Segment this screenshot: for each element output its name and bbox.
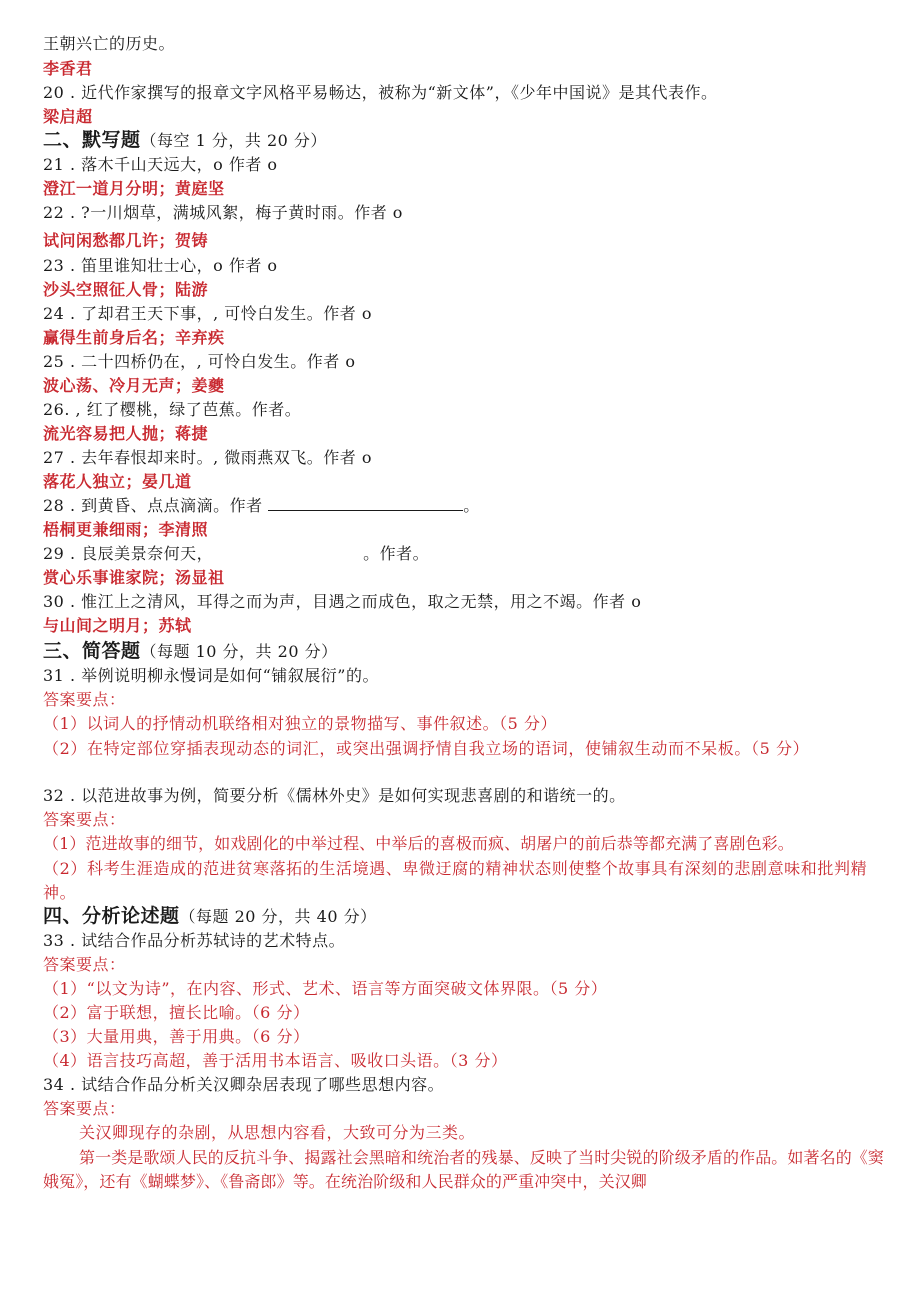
- question-34: 34 . 试结合作品分析关汉卿杂居表现了哪些思想内容。: [43, 1075, 445, 1094]
- answer-line: 赢得生前身后名；辛弃疾: [43, 328, 225, 347]
- answer-label: 答案要点：: [43, 810, 126, 829]
- question-32: 32 . 以范进故事为例，简要分析《儒林外史》是如何实现悲喜剧的和谐统一的。: [43, 786, 626, 805]
- question-22: 22 . ?一川烟草，满城风絮，梅子黄时雨。作者 o: [43, 203, 403, 222]
- answer-line: 试问闲愁都几许；贺铸: [43, 231, 209, 250]
- answer-paragraph: 关汉卿现存的杂剧，从思想内容看，大致可分为三类。: [79, 1123, 476, 1142]
- answer-line: 波心荡、冷月无声；姜夔: [43, 376, 225, 395]
- answer-line: 沙头空照征人骨；陆游: [43, 280, 209, 299]
- question-30: 30 . 惟江上之清风，耳得之而为声，目遇之而成色，取之无禁，用之不竭。作者 o: [43, 592, 642, 611]
- question-23: 23 . 笛里谁知壮士心，o 作者 o: [43, 256, 278, 275]
- section-heading-2: [43, 129, 884, 152]
- section-note: （每空 1 分，共 20 分）: [140, 131, 327, 150]
- text-line: 王朝兴亡的历史。: [43, 34, 176, 53]
- answer-label: 答案要点：: [43, 955, 126, 974]
- answer-line: 李香君: [43, 59, 93, 78]
- answer-point: （1）范进故事的细节，如戏剧化的中举过程、中举后的喜极而疯、胡屠户的前后恭等都充满了喜剧色彩。: [43, 834, 794, 853]
- section-title: 三、简答题: [43, 640, 141, 662]
- answer-line: 落花人独立；晏几道: [43, 472, 192, 491]
- question-20: 20 . 近代作家撰写的报章文字风格平易畅达，被称为“新文体”，《少年中国说》是其代表作。: [43, 83, 718, 102]
- answer-label: 答案要点：: [43, 1099, 126, 1118]
- fill-blank: [268, 496, 463, 511]
- question-text: 29 . 良辰美景奈何天，: [43, 544, 214, 563]
- answer-point: （3）大量用典，善于用典。（6 分）: [43, 1027, 310, 1046]
- answer-point: （2）富于联想，擅长比喻。（6 分）: [43, 1003, 310, 1022]
- question-31: 31 . 举例说明柳永慢词是如何“铺叙展衍”的。: [43, 666, 379, 685]
- answer-point: （1）“以文为诗”，在内容、形式、艺术、语言等方面突破文体界限。（5 分）: [43, 979, 608, 998]
- section-title: 四、分析论述题: [43, 905, 180, 927]
- section-heading-3: [43, 640, 884, 663]
- question-21: 21 . 落木千山天远大，o 作者 o: [43, 155, 278, 174]
- answer-point: （1）以词人的抒情动机联络相对独立的景物描写、事件叙述。（5 分）: [43, 714, 557, 733]
- answer-line: 梁启超: [43, 107, 93, 126]
- answer-label: 答案要点：: [43, 690, 126, 709]
- question-27: 27 . 去年春恨却来时。, 微雨燕双飞。作者 o: [43, 448, 373, 467]
- answer-line: 赏心乐事谁家院；汤显祖: [43, 568, 225, 587]
- answer-line: 澄江一道月分明；黄庭坚: [43, 179, 225, 198]
- question-text: 28 . 到黄昏、点点滴滴。作者: [43, 496, 263, 515]
- question-29: [43, 543, 884, 565]
- question-33: 33 . 试结合作品分析苏轼诗的艺术特点。: [43, 931, 346, 950]
- section-title: 二、默写题: [43, 129, 141, 151]
- section-heading-4: [43, 905, 884, 928]
- answer-line: 梧桐更兼细雨；李清照: [43, 520, 209, 539]
- answer-point: （4）语言技巧高超，善于活用书本语言、吸收口头语。（3 分）: [43, 1051, 508, 1070]
- answer-point: （2）在特定部位穿插表现动态的词汇，或突出强调抒情自我立场的语词，使铺叙生动而不呆板。（5 分）: [43, 739, 810, 758]
- answer-line: 与山间之明月；苏轼: [43, 616, 192, 635]
- question-26: 26. , 红了樱桃，绿了芭蕉。作者。: [43, 400, 302, 419]
- section-note: （每题 10 分，共 20 分）: [140, 642, 338, 661]
- question-28: [43, 495, 884, 517]
- answer-line: 流光容易把人抛；蒋捷: [43, 424, 209, 443]
- question-24: 24 . 了却君王天下事，, 可怜白发生。作者 o: [43, 304, 373, 323]
- question-end: 。: [463, 496, 480, 515]
- question-25: 25 . 二十四桥仍在，, 可怜白发生。作者 o: [43, 352, 356, 371]
- answer-point: （2）科考生涯造成的范进贫寒落拓的生活境遇、卑微迂腐的精神状态则使整个故事具有深刻的悲剧意味和批判精神。: [43, 859, 868, 902]
- answer-paragraph: 第一类是歌颂人民的反抗斗争、揭露社会黑暗和统治者的残暴、反映了当时尖锐的阶级矛盾的作品。如著名的《窦娥冤》，还有《蝴蝶梦》、《鲁斋郎》等。在统治阶级和人民群众的严重冲突中，关汉卿: [43, 1148, 885, 1191]
- section-note: （每题 20 分，共 40 分）: [179, 907, 377, 926]
- question-end: 。作者。: [363, 544, 430, 563]
